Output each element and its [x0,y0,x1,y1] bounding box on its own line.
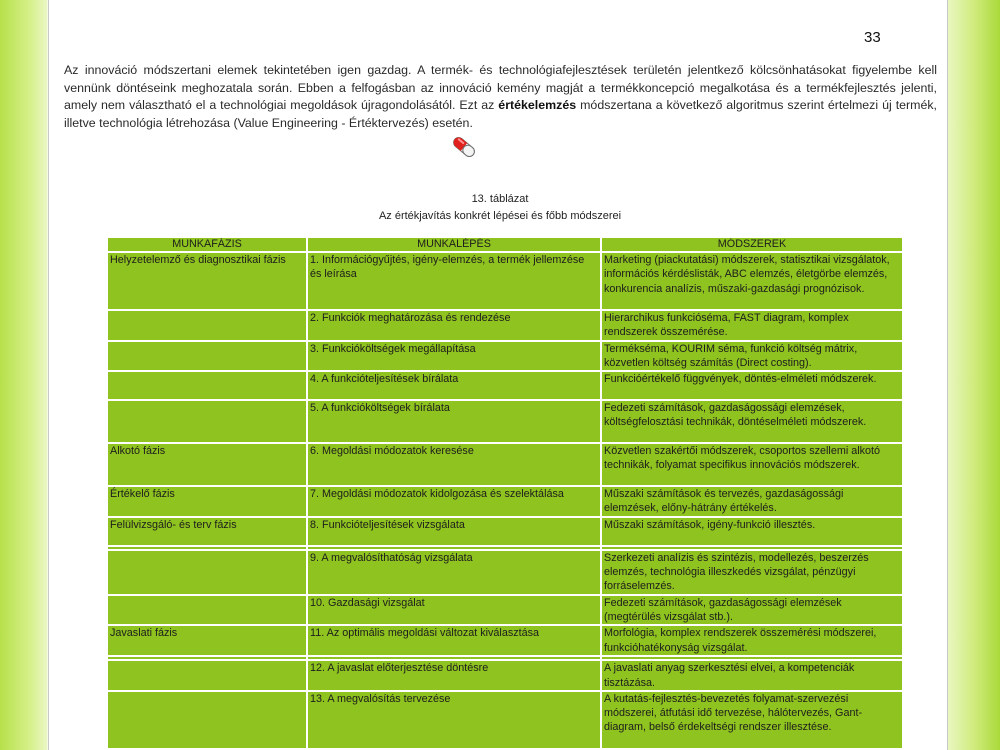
step-cell: 2. Funkciók meghatározása és rendezése [307,310,601,341]
table-row [107,252,903,310]
page-number: 33 [864,29,881,46]
table-row [107,310,903,341]
phase-cell: Felülvizsgáló- és terv fázis [107,517,307,546]
header-modszerek: MÓDSZEREK [601,237,903,252]
phase-cell [107,400,307,443]
table-row [107,400,903,443]
table-row [107,517,903,546]
intro-text-end: módszertana a következő algoritmus szerint értelmezi új termék, illetve technológia létrehozása (Value Engineering - Értéktervezés) esetén. [64,98,938,130]
methods-cell: Marketing (piackutatási) módszerek, statisztikai vizsgálatok, információs kérdéslisták, ABC elemzés, életgörbe elemzés, konkurencia analízis, műszaki-gazdasági prognózisok. [601,252,903,310]
header-munkafazis: MUNKAFÁZIS [107,237,307,252]
methods-cell: A javaslati anyag szerkesztési elvei, a kompetenciák tisztázása. [601,660,903,691]
phase-cell [107,660,307,691]
table-caption-number: 13. táblázat [471,193,529,205]
phase-cell [107,550,307,595]
header-munkalepes: MUNKALÉPÉS [307,237,601,252]
phase-cell: Helyzetelemző és diagnosztikai fázis [107,252,307,310]
table-row [107,443,903,486]
methods-cell: Szerkezeti analízis és szintézis, modellezés, beszerzés elemzés, technológia illeszkedés vizsgálat, pénzügyi forráselemzés. [601,550,903,595]
step-cell: 11. Az optimális megoldási változat kiválasztása [307,625,601,656]
table-row [107,371,903,400]
phase-cell [107,310,307,341]
value-improvement-table [106,236,904,750]
table-row [107,595,903,626]
intro-bold-term: értékelemzés [498,98,577,112]
step-cell: 6. Megoldási módozatok keresése [307,443,601,486]
phase-cell: Alkotó fázis [107,443,307,486]
table-row [107,625,903,656]
step-cell: 4. A funkcióteljesítések bírálata [307,371,601,400]
step-cell: 10. Gazdasági vizsgálat [307,595,601,626]
table-row [107,486,903,517]
step-cell: 12. A javaslat előterjesztése döntésre [307,660,601,691]
intro-paragraph [64,62,937,132]
methods-cell: Morfológia, komplex rendszerek összemérési módszerei, funkcióhatékonyság vizsgálat. [601,625,903,656]
step-cell: 5. A funkcióköltségek bírálata [307,400,601,443]
methods-cell: A kutatás-fejlesztés-bevezetés folyamat-szervezési módszerei, átfutási idő tervezése, hálótervezés, Gant-diagram, belső érdekeltségi rendszer illesztése. [601,691,903,749]
step-cell: 7. Megoldási módozatok kidolgozása és szelektálása [307,486,601,517]
phase-cell: Értékelő fázis [107,486,307,517]
step-cell: 9. A megvalósíthatóság vizsgálata [307,550,601,595]
table-row [107,691,903,749]
table-row [107,660,903,691]
methods-cell: Termékséma, KOURIM séma, funkció költség mátrix, közvetlen költség számítás (Direct costing). [601,341,903,372]
pill-capsule-icon [451,135,477,159]
methods-cell: Fedezeti számítások, gazdaságossági elemzések (megtérülés vizsgálat stb.). [601,595,903,626]
methods-cell: Műszaki számítások és tervezés, gazdaságossági elemzések, előny-hátrány értékelés. [601,486,903,517]
phase-cell [107,595,307,626]
phase-cell [107,691,307,749]
methods-cell: Fedezeti számítások, gazdaságossági elemzések, költségfelosztási technikák, döntéselméleti módszerek. [601,400,903,443]
phase-cell [107,341,307,372]
step-cell: 8. Funkcióteljesítések vizsgálata [307,517,601,546]
methods-cell: Funkcióértékelő függvények, döntés-elméleti módszerek. [601,371,903,400]
methods-cell: Műszaki számítások, igény-funkció illesztés. [601,517,903,546]
table-row [107,341,903,372]
methods-cell: Közvetlen szakértői módszerek, csoportos szellemi alkotó technikák, folyamat specifikus innovációs módszerek. [601,443,903,486]
phase-cell [107,371,307,400]
step-cell: 3. Funkcióköltségek megállapítása [307,341,601,372]
intro-text-start: Az innováció módszertani elemek tekintetében igen gazdag. A termék- és technológiafejlesztések területén jelentkező kölcsönhatásokat figyelembe kell vennünk döntéseink meghozatala során. Ebben a felfogásban az innováció kemény magját a termékkoncepció megalkotása és a termékfejlesztés jelenti, amely nem választható el a technológiai megoldások újragondolásától. Ezt az [64,63,937,112]
methods-cell: Hierarchikus funkcióséma, FAST diagram, komplex rendszerek összemérése. [601,310,903,341]
step-cell: 1. Információgyűjtés, igény-elemzés, a termék jellemzése és leírása [307,252,601,310]
step-cell: 13. A megvalósítás tervezése [307,691,601,749]
phase-cell: Javaslati fázis [107,625,307,656]
table-row [107,550,903,595]
table-caption-title: Az értékjavítás konkrét lépései és főbb módszerei [378,210,622,222]
